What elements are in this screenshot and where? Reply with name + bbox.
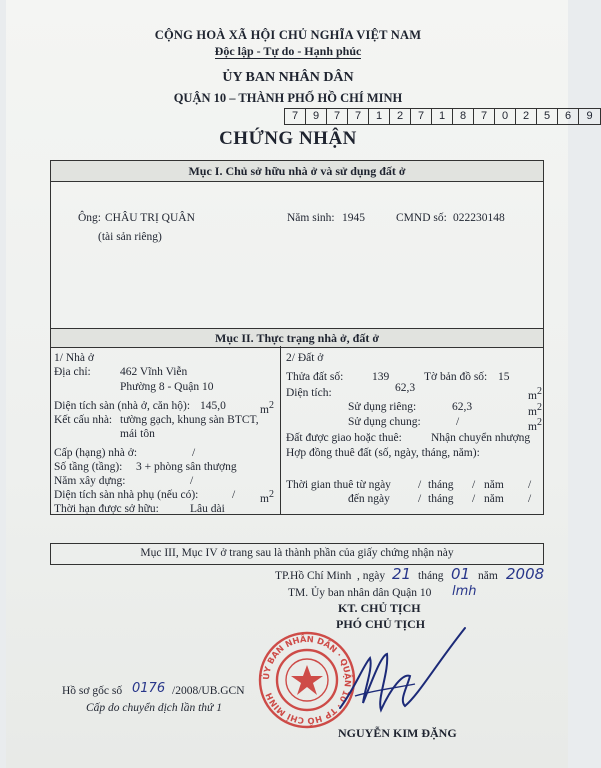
role-chairman: KT. CHỦ TỊCH (338, 601, 421, 615)
serial-digit: 0 (495, 109, 516, 124)
serial-digit: 2 (390, 109, 411, 124)
lease-to-month-label: tháng (428, 493, 454, 505)
land-title: 2/ Đất ở (286, 352, 324, 364)
unit-m: m (528, 420, 537, 433)
lease-to-year-label: năm (484, 493, 504, 505)
private-unit: $m^2$ (528, 402, 542, 418)
section1-box (50, 181, 544, 329)
unit-m: m (528, 389, 537, 402)
common-unit: $m^2$ (528, 417, 542, 433)
floor-area-label: Diện tích sàn (nhà ở, căn hộ): (54, 400, 191, 412)
serial-digit: 5 (537, 109, 558, 124)
land-area-unit: $m^2$ (528, 386, 542, 402)
unit-m: m (260, 403, 269, 416)
serial-digit: 8 (453, 109, 474, 124)
serial-number (284, 108, 601, 125)
serial-digit: 7 (411, 109, 432, 124)
lease-from-year: / (528, 479, 532, 491)
id-number: 022230148 (453, 212, 505, 224)
id-label: CMND số: (396, 212, 447, 224)
floors-label: Số tầng (tầng): (54, 461, 123, 473)
floors-value: 3 + phòng sân thượng (136, 461, 237, 473)
unit-m: m (260, 492, 269, 505)
signing-year-label: năm (478, 570, 498, 582)
house-title: 1/ Nhà ở (54, 352, 94, 364)
map-value: 15 (498, 371, 510, 383)
file-number: 0176 (132, 681, 166, 696)
grade-label: Cấp (hạng) nhà ở: (54, 447, 138, 459)
land-area-label: Diện tích: (286, 387, 332, 399)
floor-area-unit: $m^2$ (260, 400, 274, 416)
transfer-note: Cấp do chuyển dịch lần thứ 1 (86, 702, 222, 714)
committee-title: ỦY BAN NHÂN DÂN (222, 70, 354, 85)
parcel-value: 139 (372, 371, 390, 383)
on-behalf: TM. Ủy ban nhân dân Quận 10 (288, 587, 432, 599)
district-title: QUẬN 10 – THÀNH PHỐ HỒ CHÍ MINH (173, 91, 403, 105)
signing-day-label: , ngày (357, 570, 386, 582)
term-label: Thời hạn được sở hữu: (54, 503, 159, 515)
structure-label: Kết cấu nhà: (54, 414, 113, 426)
lease-from-month: / (472, 479, 476, 491)
address-label: Địa chỉ: (54, 366, 91, 378)
lease-to-year: / (528, 493, 532, 505)
serial-digit: 1 (432, 109, 453, 124)
land-area-value: 62,3 (395, 382, 416, 394)
assigned-value: Nhận chuyển nhượng (431, 432, 531, 444)
serial-digit: 9 (586, 110, 593, 122)
signing-month: 01 (451, 565, 471, 583)
seal-text: ỦY BAN NHÂN DÂN · QUẬN 10 · TP HỒ CHÍ MINH (260, 633, 354, 727)
serial-digit: 7 (348, 109, 369, 124)
term-value: Lâu dài (190, 503, 225, 515)
unit-m: m (528, 405, 537, 418)
birth-label: Năm sinh: (287, 212, 335, 224)
assigned-label: Đất được giao hoặc thuê: (286, 432, 402, 444)
aux-area-unit: $m^2$ (260, 489, 274, 505)
role-vice-chairman: PHÓ CHỦ TỊCH (336, 617, 426, 631)
lease-to-label: đến ngày (348, 493, 390, 505)
lease-from-label: Thời gian thuê từ ngày (286, 479, 391, 491)
certificate-title: CHỨNG NHẬN (219, 128, 357, 149)
lease-from-day: / (418, 479, 422, 491)
owner-name: CHÂU TRỊ QUÂN (105, 212, 195, 224)
file-label: Hồ sơ gốc số (62, 685, 123, 697)
signature-scribble (315, 618, 485, 738)
private-label: Sử dụng riêng: (348, 401, 417, 413)
address-line2: Phường 8 - Quận 10 (120, 381, 214, 393)
owner-label: Ông: (78, 212, 101, 224)
common-value: / (456, 416, 460, 428)
serial-digit: 7 (474, 109, 495, 124)
signing-day: 21 (392, 565, 412, 583)
owner-note: (tài sản riêng) (98, 231, 162, 243)
section3-note: Mục III, Mục IV ở trang sau là thành phần của giấy chứng nhận này (140, 547, 454, 559)
lease-contract-label: Hợp đồng thuê đất (số, ngày, tháng, năm): (286, 447, 480, 459)
structure-line1: tường gạch, khung sàn BTCT, (120, 414, 259, 426)
serial-digit: 1 (369, 109, 390, 124)
lease-to-day: / (418, 493, 422, 505)
signing-year: 2008 (506, 565, 545, 583)
section2-heading: Mục II. Thực trạng nhà ở, đất ở (50, 328, 544, 348)
year-value: / (190, 475, 194, 487)
signing-place: TP.Hồ Chí Minh (275, 570, 352, 582)
motto (0, 44, 576, 59)
on-behalf-mark: lmh (452, 584, 477, 599)
private-value: 62,3 (452, 401, 473, 413)
signer-name: NGUYỄN KIM ĐẶNG (338, 726, 457, 740)
grade-value: / (192, 447, 196, 459)
signing-month-label: tháng (418, 570, 444, 582)
serial-digit: 7 (327, 109, 348, 124)
serial-digit: 6 (558, 109, 579, 124)
section2-divider (280, 346, 281, 514)
lease-to-month: / (472, 493, 476, 505)
serial-digit: 7 (285, 109, 306, 124)
republic-title: CỘNG HOÀ XÃ HỘI CHỦ NGHĨA VIỆT NAM (154, 28, 422, 42)
birth-year: 1945 (342, 212, 365, 224)
lease-from-year-label: năm (484, 479, 504, 491)
year-label: Năm xây dựng: (54, 475, 126, 487)
aux-area-label: Diện tích sàn nhà phụ (nếu có): (54, 489, 199, 501)
address-line1: 462 Vĩnh Viễn (120, 366, 188, 378)
structure-line2: mái tôn (120, 428, 155, 440)
aux-area-value: / (232, 489, 236, 501)
common-label: Sử dụng chung: (348, 416, 421, 428)
serial-digit: 2 (516, 109, 537, 124)
map-label: Tờ bản đồ số: (424, 371, 488, 383)
motto-text: Độc lập - Tự do - Hạnh phúc (214, 44, 362, 58)
file-suffix: /2008/UB.GCN (172, 685, 245, 697)
section1-heading: Mục I. Chủ sở hữu nhà ở và sử dụng đất ở (50, 160, 544, 182)
floor-area: 145,0 (200, 400, 226, 412)
parcel-label: Thửa đất số: (286, 371, 344, 383)
serial-digit: 9 (306, 109, 327, 124)
lease-from-month-label: tháng (428, 479, 454, 491)
